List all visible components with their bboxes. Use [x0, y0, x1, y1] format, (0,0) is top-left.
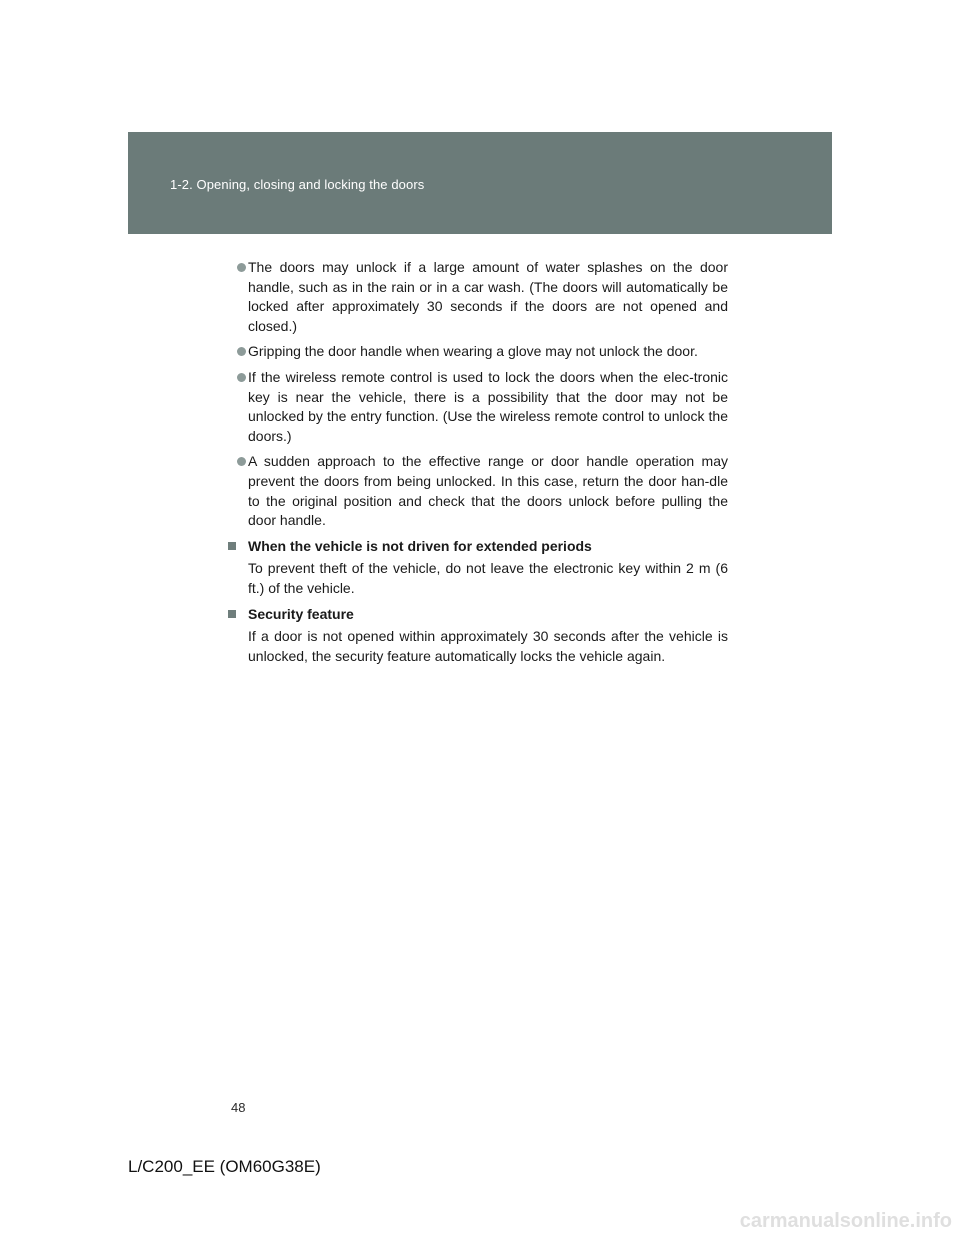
bullet-text: The doors may unlock if a large amount of water splashes on the door handle, such as in the rain or in a car wash. (The doors will automatically be locked after approximately 30 seconds if the doors are not opened and closed.) — [248, 259, 728, 334]
bullet-dot-icon — [237, 373, 246, 382]
square-bullet-icon — [228, 542, 236, 550]
square-bullet-icon — [228, 610, 236, 618]
bullet-item — [228, 258, 728, 336]
bullet-text: If the wireless remote control is used to lock the doors when the elec-tronic key is near the vehicle, there is a possibility that the door may not be unlocked by the entry function. (Use the wireless remote control to unlock the doors.) — [248, 368, 728, 444]
bullet-item — [228, 452, 728, 530]
section-heading — [228, 605, 728, 625]
section-body: To prevent theft of the vehicle, do not leave the electronic key within 2 m (6 ft.) of the vehicle. — [248, 560, 728, 596]
section-title: 1-2. Opening, closing and locking the doors — [170, 177, 425, 192]
section-heading-text: Security feature — [248, 605, 354, 622]
bullet-dot-icon — [237, 457, 246, 466]
bullet-dot-icon — [237, 347, 246, 356]
bullet-text: A sudden approach to the effective range or door handle operation may prevent the doors from being unlocked. In this case, return the door han-dle to the original position and check that the doors unlock before pulling the door handle. — [248, 453, 728, 529]
bullet-dot-icon — [237, 263, 246, 272]
section-heading-text: When the vehicle is not driven for extended periods — [248, 537, 592, 554]
bullet-item — [228, 368, 728, 446]
section-body: If a door is not opened within approximately 30 seconds after the vehicle is unlocked, the security feature automatically locks the vehicle again. — [248, 628, 728, 664]
bullet-text: Gripping the door handle when wearing a glove may not unlock the door. — [248, 343, 698, 360]
watermark: carmanualsonline.info — [739, 1210, 952, 1232]
page-content — [228, 258, 728, 672]
document-code: L/C200_EE (OM60G38E) — [128, 1157, 321, 1176]
section-heading — [228, 537, 728, 557]
bullet-item — [228, 342, 728, 362]
header-band — [128, 132, 832, 234]
page-number: 48 — [231, 1100, 246, 1115]
